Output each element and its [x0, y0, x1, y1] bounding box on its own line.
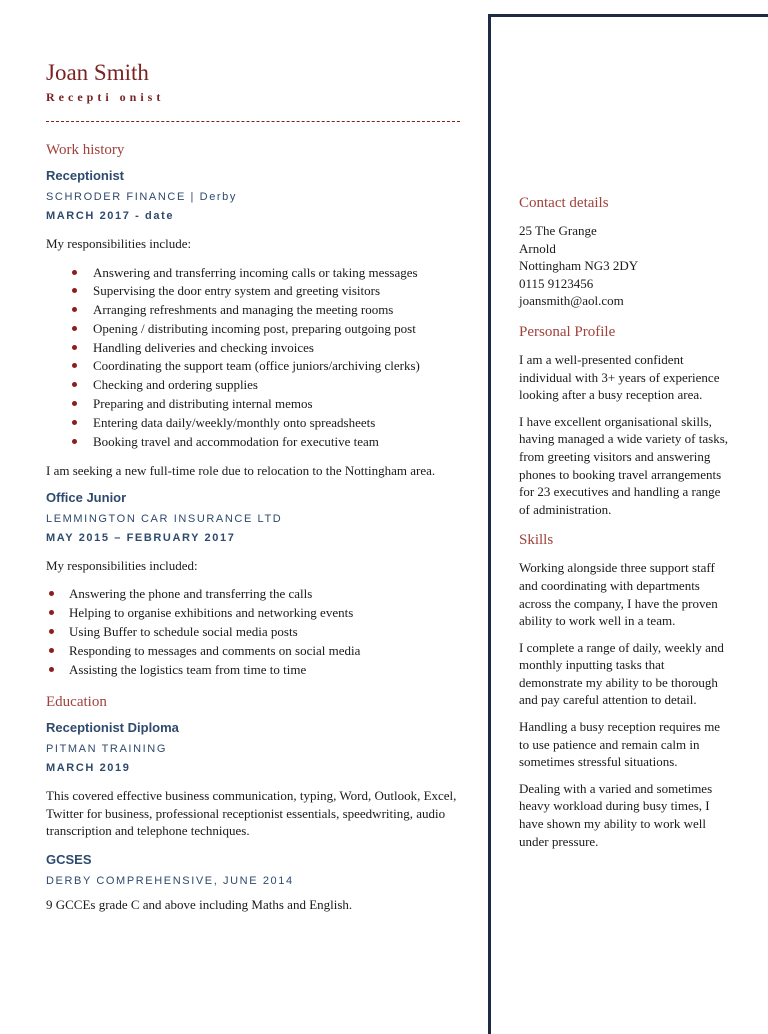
list-item: Booking travel and accommodation for executive team [46, 433, 476, 452]
qualification-description: 9 GCCEs grade C and above including Maths and English. [46, 896, 353, 912]
skills-paragraph: Handling a busy reception requires me to use patience and remain calm in sometimes stressful situations. [519, 719, 721, 770]
contact-block [519, 222, 729, 310]
list-item: Opening / distributing incoming post, preparing outgoing post [46, 320, 476, 339]
list-item: Preparing and distributing internal memos [46, 395, 476, 414]
job-intro: My responsibilities included: [46, 557, 198, 573]
job-dates: MARCH 2017 - date [46, 210, 175, 222]
education-entry [46, 852, 476, 914]
main-column [46, 58, 476, 913]
list-item: Using Buffer to schedule social media posts [46, 623, 476, 642]
responsibilities-list [46, 585, 476, 679]
job-receptionist [46, 168, 476, 480]
list-item: Helping to organise exhibitions and networking events [46, 604, 476, 623]
address-line: Arnold [519, 240, 556, 256]
profile-paragraph: I am a well-presented confident individual with 3+ years of experience looking after a busy reception area. [519, 351, 720, 403]
job-office-junior [46, 490, 476, 679]
work-history-heading: Work history [46, 142, 125, 158]
contact-heading: Contact details [519, 195, 609, 211]
sidebar [519, 193, 729, 850]
profile-paragraph: I have excellent organisational skills, having managed a wide variety of tasks, from greeting visitors and answering phones to booking travel arrangements for 23 executives and handling a range of administration. [519, 413, 729, 517]
job-outro: I am seeking a new full-time role due to relocation to the Nottingham area. [46, 463, 436, 479]
candidate-name: Joan Smith [46, 60, 149, 85]
responsibilities-list [46, 264, 476, 452]
education-heading: Education [46, 694, 107, 711]
list-item: Entering data daily/weekly/monthly onto spreadsheets [46, 414, 476, 433]
email-address: joansmith@aol.com [519, 293, 624, 309]
list-item: Assisting the logistics team from time to time [46, 661, 476, 680]
list-item: Answering and transferring incoming calls or taking messages [46, 264, 476, 283]
list-item: Responding to messages and comments on social media [46, 642, 476, 661]
institution: PITMAN TRAINING [46, 743, 167, 756]
list-item: Checking and ordering supplies [46, 376, 476, 395]
header-divider [46, 121, 460, 122]
candidate-title: Recepti onist [46, 90, 165, 104]
job-employer: LEMMINGTON CAR INSURANCE LTD [46, 512, 283, 525]
profile-heading: Personal Profile [519, 323, 616, 340]
skills-paragraph: Dealing with a varied and sometimes heavy workload during busy times, I have shown my ability to work well under pressure. [519, 780, 713, 849]
institution: DERBY COMPREHENSIVE, JUNE 2014 [46, 874, 294, 887]
job-title: Office Junior [46, 489, 127, 505]
job-title: Receptionist [46, 168, 125, 183]
list-item: Supervising the door entry system and greeting visitors [46, 282, 476, 301]
qualification-description: This covered effective business communication, typing, Word, Outlook, Excel, Twitter for business, professional receptionist essentials, speedwriting, audio transcription and telephone techniques. [46, 788, 457, 839]
qualification-date: MARCH 2019 [46, 762, 131, 775]
skills-paragraph: Working alongside three support staff and coordinating with departments across the company, I have the proven ability to work well in a team. [519, 560, 718, 629]
skills-paragraph: I complete a range of daily, weekly and monthly inputting tasks that demonstrate my ability to be thorough and pay careful attention to detail. [519, 639, 724, 708]
address-line: 25 The Grange [519, 223, 597, 238]
education-entry [46, 720, 476, 840]
qualification-title: Receptionist Diploma [46, 720, 179, 736]
skills-heading: Skills [519, 532, 554, 549]
list-item: Arranging refreshments and managing the meeting rooms [46, 301, 476, 320]
list-item: Handling deliveries and checking invoices [46, 339, 476, 358]
address-line: Nottingham NG3 2DY [519, 258, 639, 274]
list-item: Answering the phone and transferring the calls [46, 585, 476, 604]
qualification-title: GCSES [46, 851, 92, 867]
job-employer: SCHRODER FINANCE | Derby [46, 191, 237, 203]
job-dates: MAY 2015 – FEBRUARY 2017 [46, 531, 236, 544]
list-item: Coordinating the support team (office juniors/archiving clerks) [46, 357, 476, 376]
job-intro: My responsibilities include: [46, 236, 192, 251]
phone-number: 0115 9123456 [519, 275, 594, 291]
